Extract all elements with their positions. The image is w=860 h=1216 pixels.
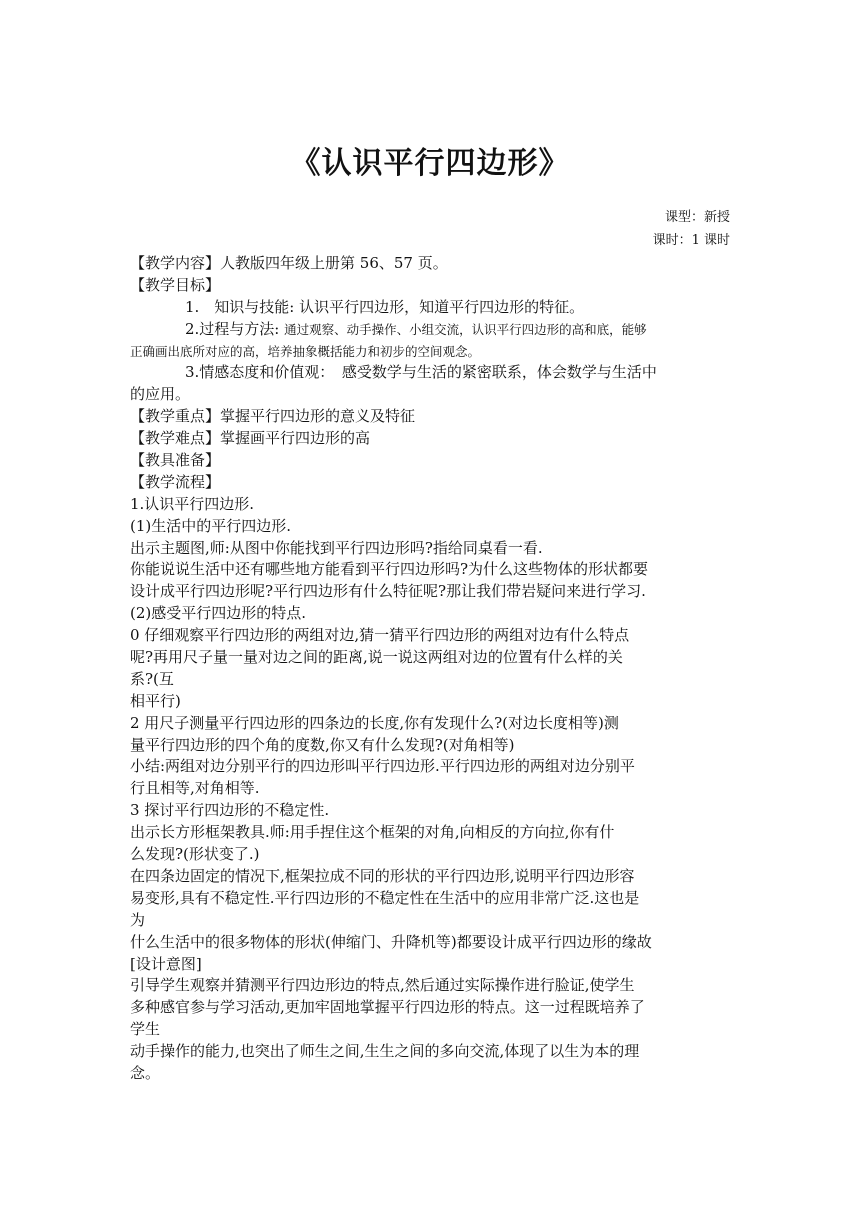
paragraph-line: 0 仔细观察平行四边形的两组对边,猜一猜平行四边形的两组对边有什么特点: [130, 626, 630, 645]
goal-attitude-continuation: 的应用。: [130, 385, 191, 404]
paragraph-line: 系?(互: [130, 669, 174, 688]
paragraph-line: 多种感官参与学习活动,更加牢固地掌握平行四边形的特点。这一过程既培养了: [130, 998, 645, 1017]
goal-process-label: 2.过程与方法:: [185, 319, 285, 338]
section-1-heading: 1.认识平行四边形.: [130, 494, 255, 513]
paragraph-line: 动手操作的能力,也突出了师生之间,生生之间的多向交流,体现了以生为本的理: [130, 1042, 640, 1061]
paragraph-line: 么发现?(形状变了.): [130, 845, 260, 864]
teaching-process-heading: 【教学流程】: [130, 472, 221, 491]
paragraph-line: 设计成平行四边形呢?平行四边形有什么特征呢?那让我们带岩疑问来进行学习.: [130, 582, 646, 601]
teaching-difficulty: 【教学难点】掌握画平行四边形的高: [130, 429, 371, 448]
paragraph-line: 量平行四边形的四个角的度数,你又有什么发现?(对角相等): [130, 735, 515, 754]
document-body: [130, 253, 730, 1085]
paragraph-line: 相平行): [130, 691, 181, 710]
paragraph-line: 什么生活中的很多物体的形状(伸缩门、升降机等)都要设计成平行四边形的缘故: [130, 932, 652, 951]
paragraph-line: 你能说说生活中还有哪些地方能看到平行四边形吗?为什么这些物体的形状都要: [130, 560, 649, 579]
paragraph-line: 学生: [130, 1020, 161, 1039]
paragraph-line: 出示长方形框架教具.师:用手捏住这个框架的对角,向相反的方向拉,你有什: [130, 823, 615, 842]
goal-process-method: [130, 319, 730, 341]
goal-process-continuation: 正确画出底所对应的高，培养抽象概括能力和初步的空间观念。: [130, 343, 481, 359]
paragraph-line: 行且相等,对角相等.: [130, 779, 260, 798]
paragraph-line: 在四条边固定的情况下,框架拉成不同的形状的平行四边形,说明平行四边形容: [130, 866, 635, 885]
paragraph-line: 出示主题图,师:从图中你能找到平行四边形吗?指给同桌看一看.: [130, 538, 543, 557]
goal-attitude-values: 3.情感态度和价值观： 感受数学与生活的紧密联系，体会数学与生活中: [185, 363, 657, 382]
lesson-time: 课时：1 课时: [652, 233, 730, 248]
paragraph-line: 念。: [130, 1063, 161, 1082]
paragraph-line: 2 用尺子测量平行四边形的四条边的长度,你有发现什么?(对边长度相等)测: [130, 713, 619, 732]
document-title: 《认识平行四边形》: [290, 146, 570, 181]
goal-knowledge-skill: 1. 知识与技能: 认识平行四边形，知道平行四边形的特征。: [185, 297, 585, 316]
teaching-content: 【教学内容】人教版四年级上册第 56、57 页。: [130, 254, 448, 272]
subsection-2-heading: (2)感受平行四边形的特点.: [130, 604, 307, 623]
paragraph-line: 为: [130, 910, 146, 929]
section-3-heading: 3 探讨平行四边形的不稳定性.: [130, 801, 330, 820]
subsection-1-heading: (1)生活中的平行四边形.: [130, 516, 292, 535]
lesson-type: 课型：新授: [664, 210, 730, 225]
teaching-tools-heading: 【教具准备】: [130, 451, 221, 470]
paragraph-line: 呢?再用尺子量一量对边之间的距离,说一说这两组对边的位置有什么样的关: [130, 648, 623, 667]
teaching-key-point: 【教学重点】掌握平行四边形的意义及特征: [130, 407, 416, 426]
goal-process-text: 通过观察、动手操作、小组交流，认识平行四边形的高和底，能够: [284, 321, 647, 337]
paragraph-line: 易变形,具有不稳定性.平行四边形的不稳定性在生活中的应用非常广泛.这也是: [130, 888, 640, 907]
paragraph-line: 引导学生观察并猜测平行四边形边的特点,然后通过实际操作进行脸证,使学生: [130, 976, 635, 995]
design-intent-heading: [设计意图]: [130, 954, 202, 973]
teaching-goals-heading: 【教学目标】: [130, 275, 221, 294]
paragraph-line: 小结:两组对边分别平行的四边形叫平行四边形.平行四边形的两组对边分别平: [130, 757, 635, 776]
